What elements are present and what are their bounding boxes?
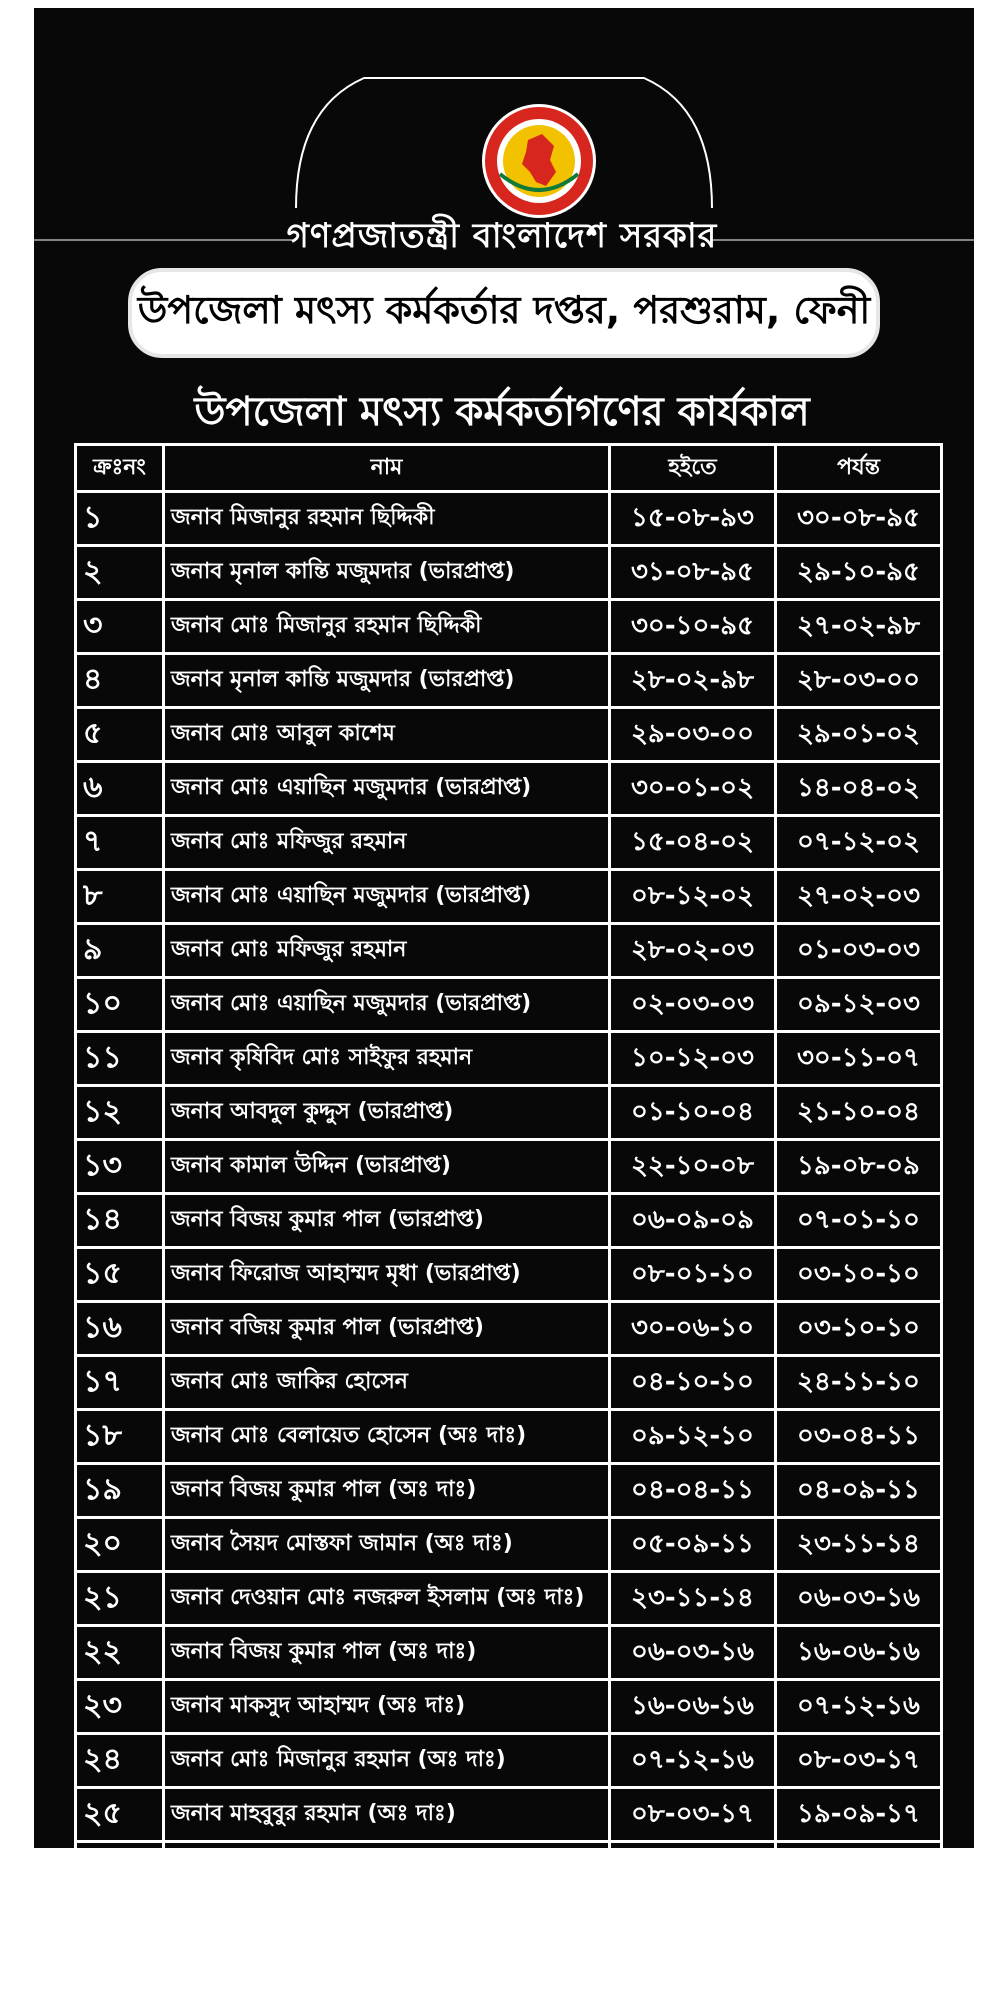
serial-cell: ২৭	[76, 1896, 164, 1950]
name-cell: জনাব দেওয়ান মোঃ নজরুল ইসলাম (অঃ দাঃ)	[164, 1572, 610, 1626]
to-date-cell: ০৭-১২-০২	[776, 816, 942, 870]
name-cell: জনাব কৃষিবিদ মোঃ সাইফুর রহমান	[164, 1032, 610, 1086]
table-row	[76, 1626, 942, 1680]
from-date-cell: ২৩-১১-১৪	[610, 1572, 776, 1626]
table-row	[76, 1302, 942, 1356]
from-date-cell: ১০-১২-০৩	[610, 1032, 776, 1086]
page-title: উপজেলা মৎস্য কর্মকর্তাগণের কার্যকাল	[194, 389, 810, 435]
to-date-cell: ০৩-১০-১০	[776, 1248, 942, 1302]
serial-cell: ৬	[76, 762, 164, 816]
table-row	[76, 492, 942, 546]
column-header-serial: ক্রঃনং	[76, 445, 164, 492]
from-date-cell: ২৮-০২-০৩	[610, 924, 776, 978]
to-date-cell: ০৪-০৯-১১	[776, 1464, 942, 1518]
name-cell: জনাব মোঃ মিজানুর রহমান (অঃ দাঃ)	[164, 1734, 610, 1788]
serial-cell: ৫	[76, 708, 164, 762]
from-date-cell: ১৫-০৮-৯৩	[610, 492, 776, 546]
table-row	[76, 1680, 942, 1734]
name-cell: জনাব মোঃ মফিজুর রহমান	[164, 816, 610, 870]
from-date-cell: ০৬-০৯-০৯	[610, 1194, 776, 1248]
from-date-cell: ৩০-০৬-১০	[610, 1302, 776, 1356]
table-row	[76, 1248, 942, 1302]
column-header-from: হইতে	[610, 445, 776, 492]
column-header-name: নাম	[164, 445, 610, 492]
government-seal-icon	[480, 102, 598, 220]
name-cell: জনাব বিজয় কুমার পাল (ভারপ্রাপ্ত)	[164, 1194, 610, 1248]
name-cell: জনাব মাহবুবুর রহমান (অঃ দাঃ)	[164, 1788, 610, 1842]
table-row	[76, 1950, 942, 2004]
serial-cell: ১১	[76, 1032, 164, 1086]
to-date-cell: ৩০-১১-০৭	[776, 1032, 942, 1086]
name-cell: জনাব মোঃ জাকির হোসেন	[164, 1356, 610, 1410]
serial-cell: ১৪	[76, 1194, 164, 1248]
to-date-cell: ০৬-০৩-১৬	[776, 1572, 942, 1626]
table-header-row	[76, 445, 942, 492]
to-date-cell: ০৩-০৪-১১	[776, 1410, 942, 1464]
from-date-cell: ০৪-১০-১০	[610, 1356, 776, 1410]
name-cell: জনাব মোঃ মফিজুর রহমান	[164, 924, 610, 978]
serial-cell: ১৬	[76, 1302, 164, 1356]
name-cell: জনাব বজিয় কুমার পাল (ভারপ্রাপ্ত)	[164, 1302, 610, 1356]
name-cell: জনাব মোঃ মিজানুর রহমান ছিদ্দিকী	[164, 600, 610, 654]
serial-cell: ২৬	[76, 1842, 164, 1896]
table-row	[76, 708, 942, 762]
table-row	[76, 1356, 942, 1410]
name-cell: জনাব ফিরোজ আহাম্মদ মৃধা (ভারপ্রাপ্ত)	[164, 1248, 610, 1302]
table-row	[76, 1464, 942, 1518]
name-cell: জনাব মিজানুর রহমান ছিদ্দিকী	[164, 492, 610, 546]
serial-cell: ১৯	[76, 1464, 164, 1518]
table-body	[76, 492, 942, 2004]
to-date-cell: ১৬-০৬-১৬	[776, 1626, 942, 1680]
to-date-cell: ২৯-০১-০২	[776, 708, 942, 762]
serial-cell: ১২	[76, 1086, 164, 1140]
from-date-cell: ১৯-০৯-১৭	[610, 1842, 776, 1896]
table-row	[76, 870, 942, 924]
to-date-cell: ১৪-০৪-০২	[776, 762, 942, 816]
from-date-cell: ০৯-০৯-১৮	[610, 1896, 776, 1950]
from-date-cell: ০৪-০৪-১১	[610, 1464, 776, 1518]
from-date-cell: ৩১-০৮-৯৫	[610, 546, 776, 600]
table-row	[76, 1734, 942, 1788]
to-date-cell: ২৪-১১-১০	[776, 1356, 942, 1410]
table-row	[76, 762, 942, 816]
from-date-cell: ০৮-১২-০২	[610, 870, 776, 924]
name-cell: জনাব আবদুল কুদ্দুস (ভারপ্রাপ্ত)	[164, 1086, 610, 1140]
table-row	[76, 1086, 942, 1140]
serial-cell: ১	[76, 492, 164, 546]
to-date-cell: ০৩-১০-১০	[776, 1302, 942, 1356]
table-row	[76, 654, 942, 708]
table-row	[76, 1896, 942, 1950]
table-row	[76, 1518, 942, 1572]
from-date-cell: ০৯-১২-১০	[610, 1410, 776, 1464]
to-date-cell: ০৭-১২-১৬	[776, 1680, 942, 1734]
to-date-cell: ০৭-০৮-১৯	[776, 1896, 942, 1950]
to-date-cell: ২৭-০২-৯৮	[776, 600, 942, 654]
table-row	[76, 546, 942, 600]
name-cell: জনাব সৈয়দ মোস্তফা জামান (অঃ দাঃ)	[164, 1518, 610, 1572]
serial-cell: ৮	[76, 870, 164, 924]
to-date-cell: ০৯-০৯-১৮	[776, 1842, 942, 1896]
table-row	[76, 978, 942, 1032]
serial-cell: ২৩	[76, 1680, 164, 1734]
from-date-cell: ০৮-০৩-১৭	[610, 1788, 776, 1842]
table-row	[76, 924, 942, 978]
serial-cell: ৩	[76, 600, 164, 654]
serial-cell: ২৫	[76, 1788, 164, 1842]
name-cell: জনাব বিজয় কুমার পাল (অঃ দাঃ)	[164, 1626, 610, 1680]
from-date-cell: ৩০-০১-০২	[610, 762, 776, 816]
from-date-cell: ০৭-১২-১৬	[610, 1734, 776, 1788]
name-cell: জনাব মোঃ এয়াছিন মজুমদার (ভারপ্রাপ্ত)	[164, 978, 610, 1032]
to-date-cell: ০৮-০৩-১৭	[776, 1734, 942, 1788]
table-row	[76, 600, 942, 654]
name-cell: জনাব মাকসুদ আহাম্মদ (অঃ দাঃ)	[164, 1680, 610, 1734]
from-date-cell: ২৮-০২-৯৮	[610, 654, 776, 708]
table-row	[76, 1194, 942, 1248]
serial-cell: ১৩	[76, 1140, 164, 1194]
serial-cell: ১০	[76, 978, 164, 1032]
to-date-cell: ০১-০৩-০৩	[776, 924, 942, 978]
serial-cell: ৭	[76, 816, 164, 870]
serial-cell: ২১	[76, 1572, 164, 1626]
tenure-table	[74, 443, 943, 2005]
serial-cell: ১৭	[76, 1356, 164, 1410]
serial-cell: ২	[76, 546, 164, 600]
tenure-table-container	[74, 443, 940, 2005]
office-name-banner	[128, 268, 880, 358]
table-row	[76, 1140, 942, 1194]
to-date-cell: ১৯-০৮-০৯	[776, 1140, 942, 1194]
to-date-cell: ০৭-০১-১০	[776, 1194, 942, 1248]
name-cell: জনাব মোঃ আবুল কাশেম	[164, 708, 610, 762]
from-date-cell: ২২-১০-০৮	[610, 1140, 776, 1194]
name-cell: জনাব বিজয় কুমার পাল (অঃ দাঃ)	[164, 1464, 610, 1518]
serial-cell: ২২	[76, 1626, 164, 1680]
from-date-cell: ০৫-০৯-১১	[610, 1518, 776, 1572]
name-cell: জনাব মৃনাল কান্তি মজুমদার (ভারপ্রাপ্ত)	[164, 546, 610, 600]
serial-cell: ৯	[76, 924, 164, 978]
from-date-cell: ০২-০৩-০৩	[610, 978, 776, 1032]
serial-cell: ৪	[76, 654, 164, 708]
from-date-cell: ০৭-০৮-১৯	[610, 1950, 776, 2004]
serial-cell: ২৪	[76, 1734, 164, 1788]
from-date-cell: ০১-১০-০৪	[610, 1086, 776, 1140]
to-date-cell: ১৯-০৯-১৭	[776, 1788, 942, 1842]
serial-cell: ২০	[76, 1518, 164, 1572]
table-row	[76, 816, 942, 870]
table-row	[76, 1572, 942, 1626]
to-date-cell: ২৭-০২-০৩	[776, 870, 942, 924]
to-date-cell: ২৩-১১-১৪	[776, 1518, 942, 1572]
table-row	[76, 1788, 942, 1842]
to-date-cell: ২৯-১০-৯৫	[776, 546, 942, 600]
to-date-cell: ০১-০২-২১	[776, 1950, 942, 2004]
to-date-cell: ০৯-১২-০৩	[776, 978, 942, 1032]
from-date-cell: ০৬-০৩-১৬	[610, 1626, 776, 1680]
serial-cell: ২৮	[76, 1950, 164, 2004]
to-date-cell: ৩০-০৮-৯৫	[776, 492, 942, 546]
name-cell: জনাব মোঃ বেলায়েত হোসেন (অঃ দাঃ)	[164, 1410, 610, 1464]
from-date-cell: ২৯-০৩-০০	[610, 708, 776, 762]
government-title: গণপ্রজাতন্ত্রী বাংলাদেশ সরকার	[286, 216, 718, 256]
table-row	[76, 1032, 942, 1086]
to-date-cell: ২৮-০৩-০০	[776, 654, 942, 708]
from-date-cell: ১৬-০৬-১৬	[610, 1680, 776, 1734]
table-row	[76, 1842, 942, 1896]
serial-cell: ১৫	[76, 1248, 164, 1302]
serial-cell: ১৮	[76, 1410, 164, 1464]
name-cell: জনাব মৃনাল কান্তি মজুমদার (ভারপ্রাপ্ত)	[164, 654, 610, 708]
name-cell: জনাব বিজয় কুমার পাল (অঃ দাঃ)	[164, 1842, 610, 1896]
from-date-cell: ৩০-১০-৯৫	[610, 600, 776, 654]
table-row	[76, 1410, 942, 1464]
name-cell: জনাব তূর্য সাহা	[164, 1896, 610, 1950]
name-cell: জনাব মোঃ এয়াছিন মজুমদার (ভারপ্রাপ্ত)	[164, 870, 610, 924]
to-date-cell: ২১-১০-০৪	[776, 1086, 942, 1140]
column-header-to: পর্যন্ত	[776, 445, 942, 492]
from-date-cell: ১৫-০৪-০২	[610, 816, 776, 870]
name-cell: জনাব মোঃ এয়াছিন মজুমদার (ভারপ্রাপ্ত)	[164, 762, 610, 816]
from-date-cell: ০৮-০১-১০	[610, 1248, 776, 1302]
name-cell: জনাব কামাল উদ্দিন (ভারপ্রাপ্ত)	[164, 1140, 610, 1194]
office-name: উপজেলা মৎস্য কর্মকর্তার দপ্তর, পরশুরাম, ফেনী	[137, 288, 871, 332]
name-cell: জনাব বিজয় কুমার পাল (অঃ দাঃ)	[164, 1950, 610, 2004]
